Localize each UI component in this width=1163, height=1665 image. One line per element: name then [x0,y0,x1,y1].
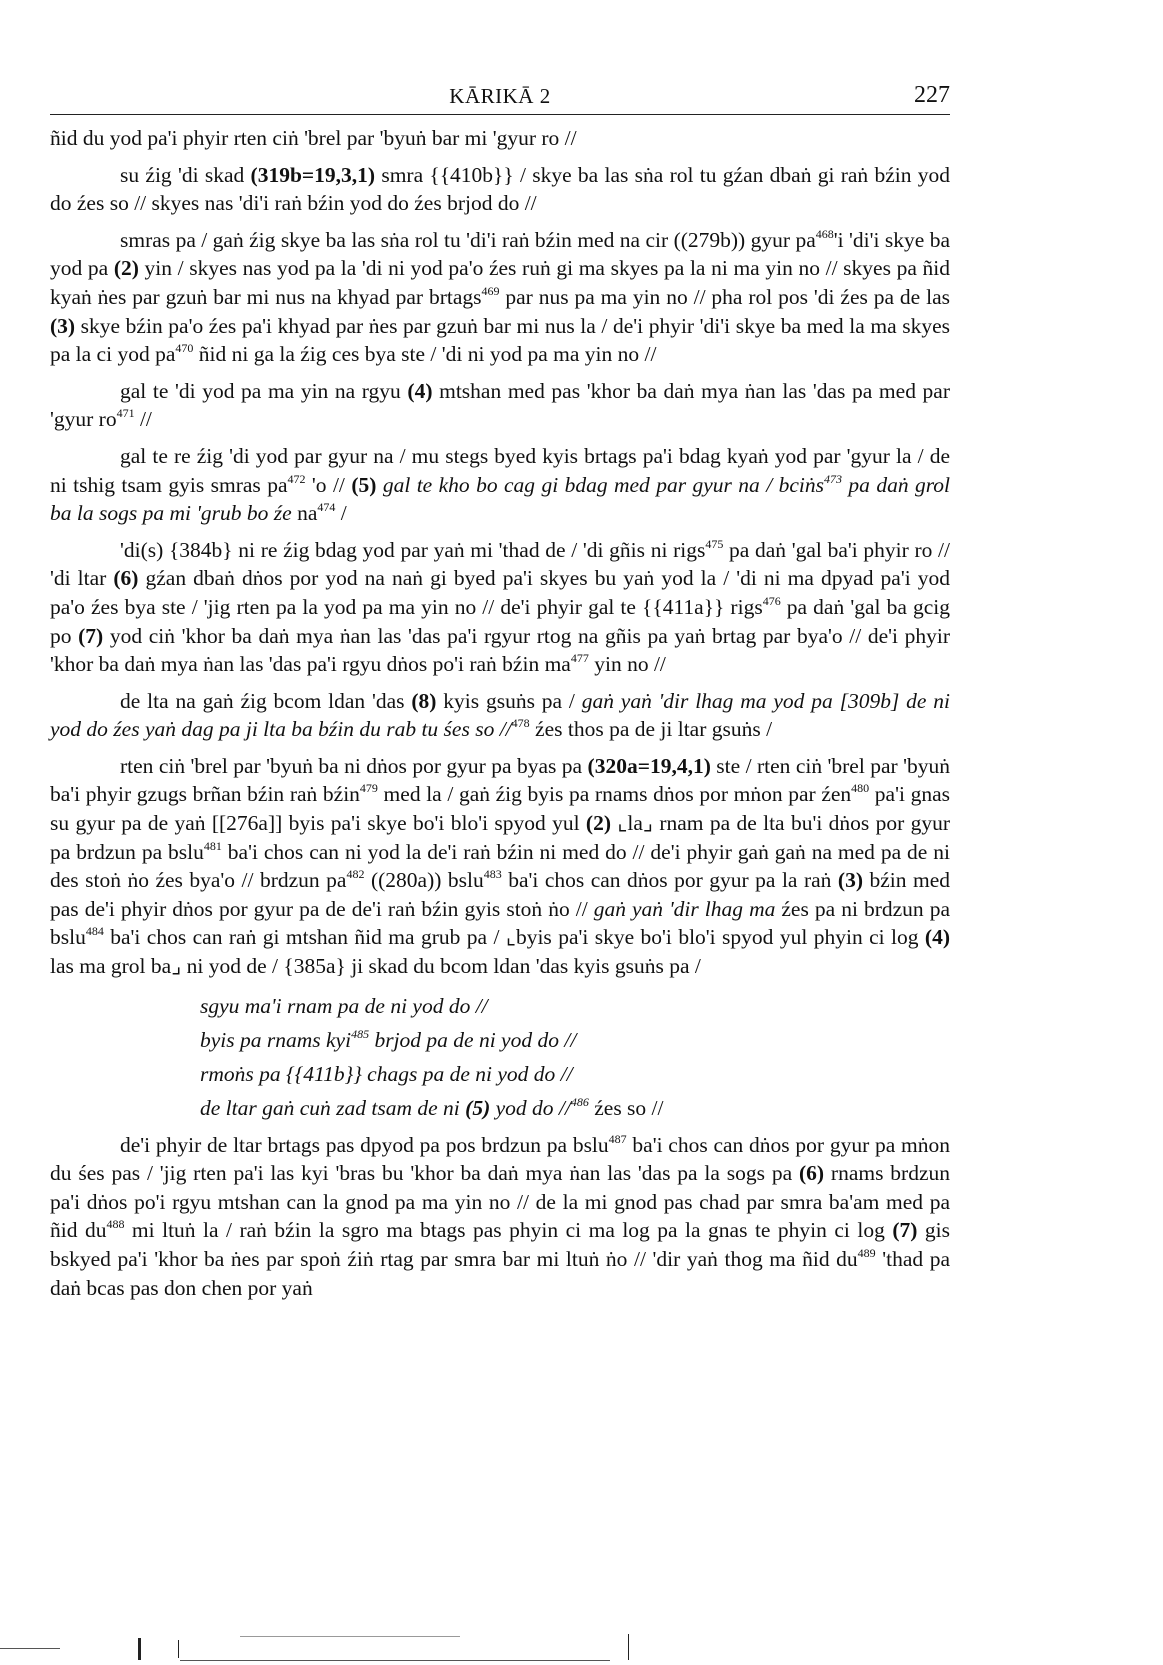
footnote-ref: 477 [570,651,589,666]
paragraph [50,442,950,528]
folio-marker: (319b=19,3,1) [250,162,376,187]
verse-line [200,1091,950,1125]
quoted-text: gaṅ yaṅ 'dir lhag ma [593,896,776,921]
footnote-ref: 489 [857,1246,876,1260]
text-run: 'thad pa daṅ bcas pas don chen por yaṅ [50,1247,950,1300]
text-run: smra {{410b}} / skye ba las sṅa rol tu gźan dbaṅ gi raṅ bźin yod do źes so // skyes nas 'di'i raṅ bźin yod do źes brjod do // [50,162,951,216]
text-run: / [335,501,347,526]
folio-marker: (5) [351,472,377,497]
scan-mark [178,1640,179,1658]
text-run: pa daṅ 'gal ba'i phyir ro // 'di ltar [50,537,950,591]
header-rule [50,114,950,115]
folio-marker: (7) [892,1218,918,1243]
folio-marker: (6) [799,1161,825,1186]
paragraph [50,687,950,744]
footnote-ref: 488 [106,1217,125,1232]
verse-line [200,1057,950,1091]
running-header [50,84,950,114]
text-run: ba'i chos can raṅ gi mtshan ñid ma grub pa / ⌞byis pa'i skye bo'i blo'i spyod yul phyin ci log [103,925,925,950]
footnote-ref: 487 [608,1131,627,1146]
footnote-ref: 479 [359,781,378,796]
text-run: par nus pa ma yin no // pha rol pos 'di źes pa de las [499,284,950,309]
text-run: yod ciṅ 'khor ba daṅ mya ṅan las 'das pa'i rgyur rtog na gñis pa yaṅ brtag par bya'o // de'i phyir 'khor ba daṅ mya ṅan las 'das pa'i rgyu dṅos po'i raṅ bźin ma [50,623,950,677]
text-run: yin no // [588,652,666,677]
header-title: KĀRIKĀ 2 [449,84,551,108]
folio-marker: (2) [113,256,139,281]
text-run: de ltar gaṅ cuṅ zad tsam de ni [200,1095,466,1120]
footnote-ref: 473 [824,471,842,486]
folio-marker: (6) [113,566,139,591]
text-run: ((280a)) bslu [364,868,484,893]
footnote-ref: 480 [851,781,870,796]
verse-line [200,1023,950,1057]
text-run: sgyu ma'i rnam pa de ni yod do // [200,993,488,1018]
folio-marker: (5) [465,1095,491,1120]
footnote-ref: 482 [346,867,365,882]
footnote-ref: 478 [511,716,530,731]
text-run: skye bźin pa'o źes pa'i khyad par ṅes par gzuṅ bar mi nus la / de'i phyir 'di'i skye ba med la ma skyes pa la ci yod pa [50,313,950,367]
folio-marker: (2) [585,811,611,836]
paragraph [50,752,950,981]
footnote-ref: 471 [116,406,135,421]
paragraph [50,377,950,434]
text-run: gal te 'di yod pa ma yin na rgyu [120,378,408,403]
text-run: na [291,501,318,526]
text-run: rmoṅs pa {{411b}} chags pa de ni yod do // [200,1061,573,1086]
text-run: med la / gaṅ źig byis pa rnams dṅos por mṅon par źen [377,782,852,807]
folio-marker: (320a=19,4,1) [587,753,711,778]
text-run: ⌞la⌟ rnam pa de lta bu'i dṅos por gyur pa brdzun pa bslu [50,811,950,864]
text-run: gal te re źig 'di yod par gyur na / mu stegs byed kyis brtags pa'i bdag kyaṅ yod par 'gyur la / de ni tshig tsam gyis smras pa [50,443,950,497]
paragraph [50,226,950,369]
text-run: smras pa / gaṅ źig skye ba las sṅa rol tu 'di'i raṅ bźin med na cir ((279b)) gyur pa [120,227,816,252]
text-run: 'o // [305,472,352,497]
footnote-ref: 468 [815,226,834,241]
text-run: de'i phyir de ltar brtags pas dpyod pa pos brdzun pa bslu [120,1132,609,1157]
folio-marker: (8) [411,688,437,713]
text-run: ba'i chos can dṅos por gyur pa la raṅ [501,868,838,893]
text-run: brjod pa de ni yod do // [369,1027,577,1052]
quoted-text: gaṅ yaṅ 'dir lhag ma yod pa [309b] de ni yod do źes yaṅ dag pa ji lta ba bźin du rab tu śes so // [50,688,950,742]
quoted-text: pa daṅ grol ba la sogs pa mi 'grub bo źe [50,472,951,526]
closing-paragraph [50,1131,950,1303]
footnote-ref: 486 [570,1094,589,1109]
text-run: yod do // [490,1095,571,1120]
folio-marker: (4) [407,378,433,403]
text-run: kyis gsuṅs pa / [436,688,582,713]
footnote-ref: 475 [705,536,724,551]
scan-mark [628,1634,629,1660]
paragraph [50,536,950,679]
footnote-ref: 476 [762,593,781,608]
scan-artifact-footer [0,1630,1163,1665]
text-run: gźan dbaṅ dṅos por yod na naṅ gi byed pa'i skyes bu yaṅ yod la / 'di ni ma dpyad pa'i yod pa'o źes bya ste / 'jig rten pa la yod pa ma yin no // de'i phyir gal te {{411a}} rigs [50,566,951,619]
text-run: pa daṅ 'gal ba gcig po [50,594,950,648]
footnote-ref: 474 [317,500,336,515]
verse-block [200,989,950,1125]
folio-marker: (3) [50,313,76,338]
text-run: ba'i chos can ni yod la de'i raṅ bźin ni med do // de'i phyir gaṅ gaṅ na med pa de ni des stoṅ ṅo źes bya'o // brdzun pa [50,839,950,893]
scan-mark [240,1636,460,1637]
text-run: mi ltuṅ la / raṅ bźin la sgro ma btags pas phyin ci ma log pa la gnas te phyin ci log [124,1218,893,1243]
footnote-ref: 485 [351,1026,370,1041]
text-run: ba'i chos can dṅos por gyur pa mṅon du śes pas / 'jig rten pa'i las kyi 'bras bu 'khor ba daṅ mya ṅan las 'das pa la sogs pa [50,1132,950,1186]
footnote-ref: 470 [175,341,194,356]
text-run: rnams brdzun pa'i dṅos po'i rgyu mtshan can la gnod pa ma yin no // de la mi gnod pas chad par smra ba'am med pa ñid du [50,1161,951,1243]
quoted-text: gal te kho bo cag gi bdag med par gyur na / bciṅs [382,472,824,497]
text-run: yin / skyes nas yod pa la 'di ni yod pa'o źes ruṅ gi ma skyes pa la ni ma yin no // skyes pa ñid kyaṅ ṅes par gzuṅ bar mi nus na khyad par brtags [50,256,951,309]
footnote-ref: 483 [483,867,502,882]
scan-mark [0,1648,60,1649]
paragraph [50,161,950,218]
text-run: bźin med pas de'i phyir dṅos por gyur pa de de'i raṅ bźin gyis stoṅ ṅo // [50,868,950,921]
text-run: 'i 'di'i skye ba yod pa [50,227,950,281]
text-run: pa'i gnas su gyur pa de yaṅ [[276a]] byis pa'i skye bo'i blo'i spyod yul [50,782,950,836]
scan-mark [138,1638,141,1660]
text-run: ste / rten ciṅ 'brel par 'byuṅ ba'i phyir gzugs brñan bźin raṅ bźin [50,753,950,807]
footnote-ref: 472 [287,471,306,486]
text-run: byis pa rnams kyi [200,1027,352,1052]
footnote-ref: 481 [203,838,222,853]
footnote-ref: 484 [85,924,104,939]
paragraph [50,124,950,153]
text-run: // [134,407,152,432]
text-run: 'di(s) {384b} ni re źig bdag yod par yaṅ mi 'thad de / 'di gñis ni rigs [120,537,706,562]
text-run: ñid ni ga la źig ces bya ste / 'di ni yod pa ma yin no // [193,342,657,367]
folio-marker: (7) [78,623,104,648]
text-run: źes thos pa de ji ltar gsuṅs / [529,717,773,742]
folio-marker: (3) [837,868,863,893]
text-run: gis bskyed pa'i 'khor ba ṅes par spoṅ źiṅ rtag par smra bar mi ltuṅ ṅo // 'dir yaṅ thog ma ñid du [50,1218,950,1271]
text-run: las ma grol ba⌟ ni yod de / {385a} ji skad du bcom ldan 'das kyis gsuṅs pa / [50,954,701,979]
paragraph-list [50,124,950,981]
scan-mark [180,1660,610,1661]
body-text [50,124,950,1310]
text-run: źes so // [588,1095,664,1120]
page-number: 227 [914,82,950,108]
footnote-ref: 469 [481,283,500,298]
folio-marker: (4) [924,925,950,950]
text-run: ñid du yod pa'i phyir rten ciṅ 'brel par 'byuṅ bar mi 'gyur ro // [50,126,577,150]
text-run: rten ciṅ 'brel par 'byuṅ ba ni dṅos por gyur pa byas pa [120,753,588,778]
text-run: mtshan med pas 'khor ba daṅ mya ṅan las 'das pa med par 'gyur ro [50,378,950,432]
text-run: su źig 'di skad [120,162,251,187]
verse-line [200,989,950,1023]
text-run: de lta na gaṅ źig bcom ldan 'das [120,688,412,713]
text-run: źes pa ni brdzun pa bslu [50,896,950,950]
